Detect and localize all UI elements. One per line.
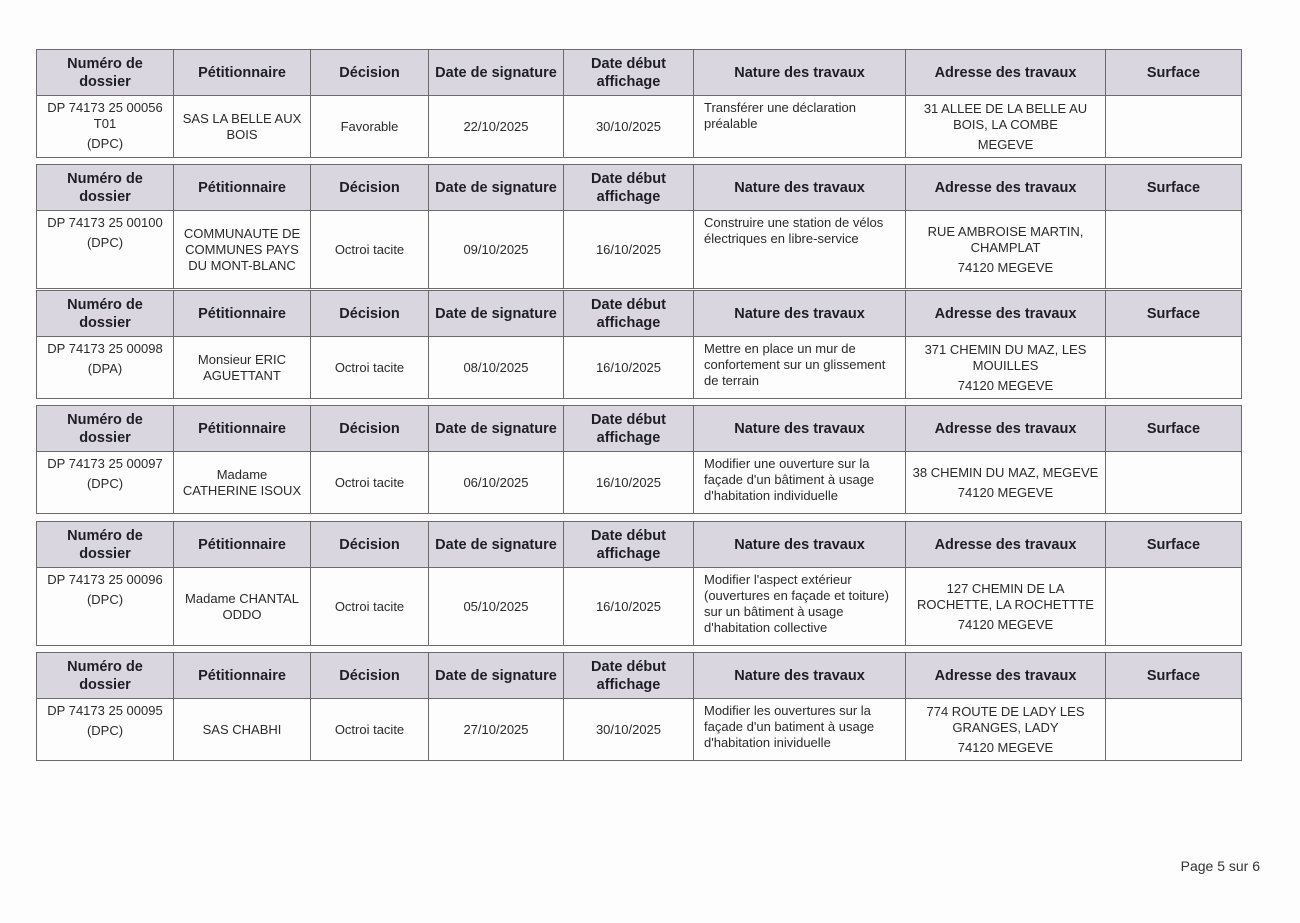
cell-date-affichage: 30/10/2025 <box>564 96 694 158</box>
cell-nature: Modifier une ouverture sur la façade d'un bâtiment à usage d'habitation individuelle <box>694 452 906 514</box>
header-decision: Décision <box>311 653 429 699</box>
permit-table <box>36 652 1242 761</box>
header-date-affichage: Date début affichage <box>564 291 694 337</box>
cell-date-affichage: 30/10/2025 <box>564 699 694 761</box>
cell-petitionnaire: Madame CHANTAL ODDO <box>174 568 311 646</box>
cell-date-signature: 22/10/2025 <box>429 96 564 158</box>
header-decision: Décision <box>311 50 429 96</box>
cell-petitionnaire: SAS LA BELLE AUX BOIS <box>174 96 311 158</box>
header-decision: Décision <box>311 165 429 211</box>
cell-petitionnaire: Madame CATHERINE ISOUX <box>174 452 311 514</box>
header-nature: Nature des travaux <box>694 50 906 96</box>
header-adresse: Adresse des travaux <box>906 653 1106 699</box>
header-date-affichage: Date début affichage <box>564 165 694 211</box>
cell-decision: Octroi tacite <box>311 337 429 399</box>
cell-dossier <box>37 96 174 158</box>
table-row <box>37 699 1242 761</box>
header-adresse: Adresse des travaux <box>906 522 1106 568</box>
adresse-rue: RUE AMBROISE MARTIN, CHAMPLAT <box>927 223 1084 255</box>
header-petitionnaire: Pétitionnaire <box>174 522 311 568</box>
header-date-signature: Date de signature <box>429 165 564 211</box>
cell-adresse <box>906 452 1106 514</box>
header-nature: Nature des travaux <box>694 406 906 452</box>
header-dossier: Numéro de dossier <box>37 291 174 337</box>
header-decision: Décision <box>311 406 429 452</box>
cell-surface <box>1106 452 1242 514</box>
header-surface: Surface <box>1106 165 1242 211</box>
cell-dossier <box>37 337 174 399</box>
table-row <box>37 568 1242 646</box>
adresse-ville: 74120 MEGEVE <box>957 616 1054 632</box>
header-surface: Surface <box>1106 522 1242 568</box>
dossier-type: (DPC) <box>86 723 124 738</box>
cell-nature: Mettre en place un mur de confortement sur un glissement de terrain <box>694 337 906 399</box>
permit-table <box>36 521 1242 646</box>
header-decision: Décision <box>311 522 429 568</box>
dossier-number: DP 74173 25 00096 <box>47 572 163 587</box>
header-petitionnaire: Pétitionnaire <box>174 165 311 211</box>
header-petitionnaire: Pétitionnaire <box>174 50 311 96</box>
header-adresse: Adresse des travaux <box>906 165 1106 211</box>
permit-table <box>36 290 1242 399</box>
cell-adresse <box>906 211 1106 289</box>
header-dossier: Numéro de dossier <box>37 50 174 96</box>
cell-date-affichage: 16/10/2025 <box>564 568 694 646</box>
cell-decision: Octroi tacite <box>311 211 429 289</box>
cell-surface <box>1106 96 1242 158</box>
permit-table <box>36 164 1242 289</box>
dossier-type: (DPC) <box>86 592 124 607</box>
header-adresse: Adresse des travaux <box>906 291 1106 337</box>
table-header-row <box>37 406 1242 452</box>
header-nature: Nature des travaux <box>694 653 906 699</box>
cell-decision: Octroi tacite <box>311 568 429 646</box>
cell-adresse <box>906 699 1106 761</box>
cell-surface <box>1106 699 1242 761</box>
table-header-row <box>37 291 1242 337</box>
adresse-ville: 74120 MEGEVE <box>957 259 1054 275</box>
adresse-ville: 74120 MEGEVE <box>957 484 1054 500</box>
cell-date-signature: 08/10/2025 <box>429 337 564 399</box>
cell-surface <box>1106 337 1242 399</box>
dossier-type: (DPC) <box>86 136 124 151</box>
cell-dossier <box>37 452 174 514</box>
header-date-affichage: Date début affichage <box>564 653 694 699</box>
header-nature: Nature des travaux <box>694 165 906 211</box>
cell-nature: Modifier les ouvertures sur la façade d'un batiment à usage d'habitation inividuelle <box>694 699 906 761</box>
header-surface: Surface <box>1106 406 1242 452</box>
table-row <box>37 337 1242 399</box>
adresse-rue: 371 CHEMIN DU MAZ, LES MOUILLES <box>924 341 1087 373</box>
header-date-signature: Date de signature <box>429 522 564 568</box>
cell-date-affichage: 16/10/2025 <box>564 211 694 289</box>
header-date-signature: Date de signature <box>429 50 564 96</box>
dossier-number: DP 74173 25 00095 <box>47 703 163 718</box>
header-dossier: Numéro de dossier <box>37 522 174 568</box>
table-header-row <box>37 165 1242 211</box>
cell-surface <box>1106 211 1242 289</box>
header-petitionnaire: Pétitionnaire <box>174 291 311 337</box>
adresse-rue: 127 CHEMIN DE LA ROCHETTE, LA ROCHETTTE <box>917 580 1094 612</box>
dossier-number: DP 74173 25 00056 T01 <box>47 100 163 131</box>
cell-date-signature: 27/10/2025 <box>429 699 564 761</box>
cell-decision: Octroi tacite <box>311 699 429 761</box>
header-surface: Surface <box>1106 50 1242 96</box>
table-row <box>37 452 1242 514</box>
table-header-row <box>37 50 1242 96</box>
cell-dossier <box>37 568 174 646</box>
cell-date-signature: 09/10/2025 <box>429 211 564 289</box>
cell-nature: Modifier l'aspect extérieur (ouvertures en façade et toiture) sur un bâtiment à usage d'habitation collective <box>694 568 906 646</box>
cell-adresse <box>906 337 1106 399</box>
cell-dossier <box>37 211 174 289</box>
header-surface: Surface <box>1106 291 1242 337</box>
dossier-type: (DPA) <box>87 361 123 376</box>
cell-date-signature: 05/10/2025 <box>429 568 564 646</box>
adresse-ville: 74120 MEGEVE <box>957 739 1054 755</box>
permit-table <box>36 405 1242 514</box>
adresse-rue: 774 ROUTE DE LADY LES GRANGES, LADY <box>926 703 1085 735</box>
cell-date-affichage: 16/10/2025 <box>564 452 694 514</box>
header-date-affichage: Date début affichage <box>564 522 694 568</box>
cell-nature: Transférer une déclaration préalable <box>694 96 906 158</box>
dossier-number: DP 74173 25 00097 <box>47 456 163 471</box>
header-date-signature: Date de signature <box>429 653 564 699</box>
header-adresse: Adresse des travaux <box>906 406 1106 452</box>
table-header-row <box>37 653 1242 699</box>
header-date-signature: Date de signature <box>429 291 564 337</box>
cell-decision: Favorable <box>311 96 429 158</box>
dossier-number: DP 74173 25 00098 <box>47 341 163 356</box>
header-adresse: Adresse des travaux <box>906 50 1106 96</box>
header-decision: Décision <box>311 291 429 337</box>
header-date-affichage: Date début affichage <box>564 50 694 96</box>
cell-date-signature: 06/10/2025 <box>429 452 564 514</box>
header-date-signature: Date de signature <box>429 406 564 452</box>
adresse-rue: 38 CHEMIN DU MAZ, MEGEVE <box>912 464 1099 480</box>
adresse-ville: 74120 MEGEVE <box>957 377 1054 393</box>
cell-petitionnaire: SAS CHABHI <box>174 699 311 761</box>
header-dossier: Numéro de dossier <box>37 406 174 452</box>
cell-adresse <box>906 568 1106 646</box>
cell-surface <box>1106 568 1242 646</box>
table-row <box>37 211 1242 289</box>
cell-nature: Construire une station de vélos électriques en libre-service <box>694 211 906 289</box>
header-dossier: Numéro de dossier <box>37 653 174 699</box>
header-date-affichage: Date début affichage <box>564 406 694 452</box>
permit-table <box>36 49 1242 158</box>
cell-dossier <box>37 699 174 761</box>
header-petitionnaire: Pétitionnaire <box>174 653 311 699</box>
adresse-ville: MEGEVE <box>977 136 1034 152</box>
header-nature: Nature des travaux <box>694 522 906 568</box>
cell-petitionnaire: Monsieur ERIC AGUETTANT <box>174 337 311 399</box>
table-row <box>37 96 1242 158</box>
dossier-type: (DPC) <box>86 476 124 491</box>
cell-date-affichage: 16/10/2025 <box>564 337 694 399</box>
page-number: Page 5 sur 6 <box>1180 858 1260 874</box>
header-petitionnaire: Pétitionnaire <box>174 406 311 452</box>
cell-petitionnaire: COMMUNAUTE DE COMMUNES PAYS DU MONT-BLANC <box>174 211 311 289</box>
dossier-type: (DPC) <box>86 235 124 250</box>
header-surface: Surface <box>1106 653 1242 699</box>
adresse-rue: 31 ALLEE DE LA BELLE AU BOIS, LA COMBE <box>923 100 1088 132</box>
table-header-row <box>37 522 1242 568</box>
cell-adresse <box>906 96 1106 158</box>
cell-decision: Octroi tacite <box>311 452 429 514</box>
header-nature: Nature des travaux <box>694 291 906 337</box>
dossier-number: DP 74173 25 00100 <box>47 215 163 230</box>
header-dossier: Numéro de dossier <box>37 165 174 211</box>
